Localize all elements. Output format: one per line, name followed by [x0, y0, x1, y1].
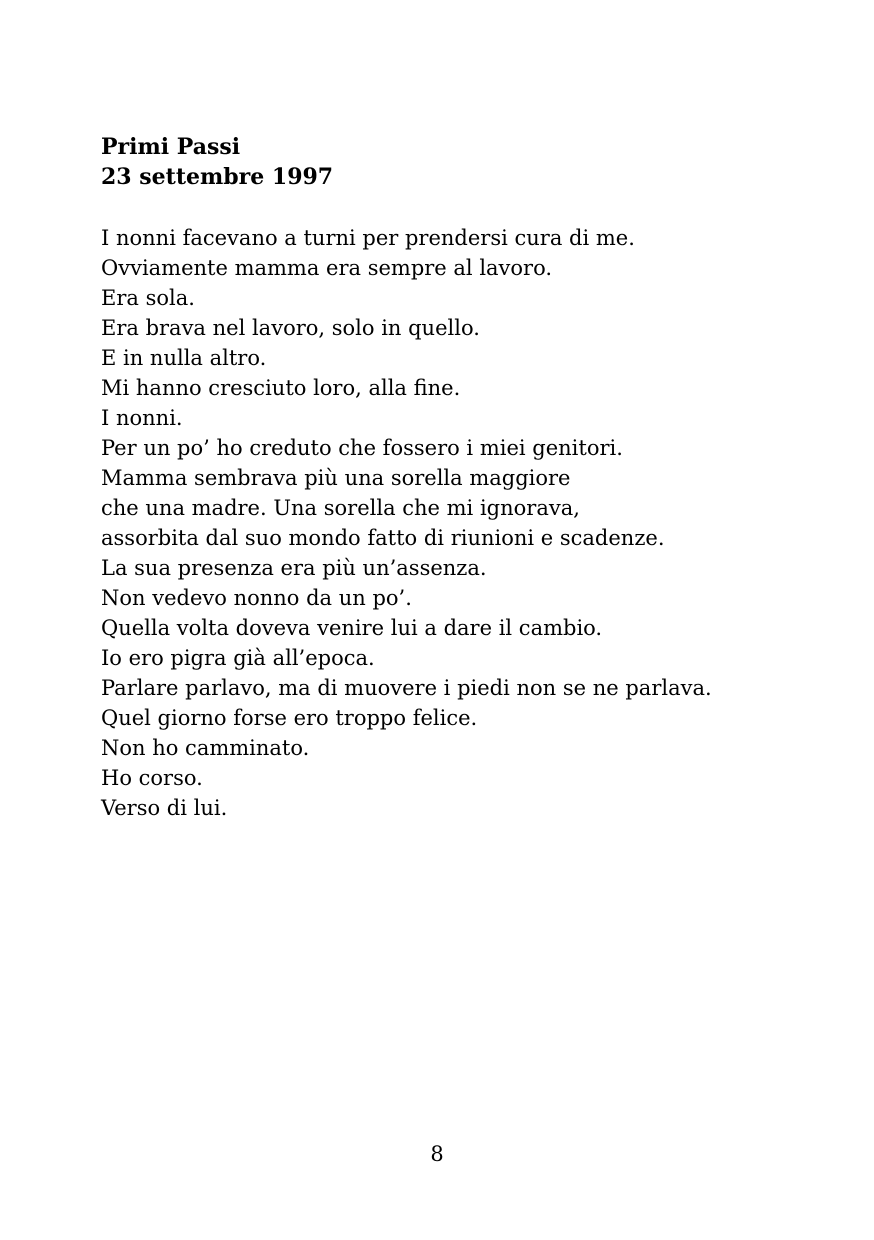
- page-number: 8: [430, 1142, 444, 1166]
- poem-line: che una madre. Una sorella che mi ignorava,: [101, 496, 580, 520]
- poem-line: I nonni.: [101, 406, 183, 430]
- poem-line: Non ho camminato.: [101, 736, 310, 760]
- poem-line: assorbita dal suo mondo fatto di riunioni e scadenze.: [101, 526, 665, 550]
- poem-line: I nonni facevano a turni per prendersi cura di me.: [101, 226, 635, 250]
- poem-heading: [101, 132, 801, 192]
- poem-line: Parlare parlavo, ma di muovere i piedi non se ne parlava.: [101, 676, 712, 700]
- poem-line: Verso di lui.: [101, 796, 228, 820]
- poem-line: Quella volta doveva venire lui a dare il cambio.: [101, 616, 603, 640]
- poem-line: Ho corso.: [101, 766, 203, 790]
- poem-line: E in nulla altro.: [101, 346, 267, 370]
- poem-line: Ovviamente mamma era sempre al lavoro.: [101, 256, 553, 280]
- poem-line: Era sola.: [101, 286, 195, 310]
- poem-line: Quel giorno forse ero troppo felice.: [101, 706, 478, 730]
- poem-body: [101, 223, 841, 823]
- poem-line: Era brava nel lavoro, solo in quello.: [101, 316, 480, 340]
- poem-line: Per un po’ ho creduto che fossero i miei genitori.: [101, 436, 623, 460]
- poem-line: La sua presenza era più un’assenza.: [101, 556, 487, 580]
- poem-line: Non vedevo nonno da un po’.: [101, 586, 412, 610]
- poem-title: Primi Passi: [101, 134, 241, 160]
- poem-line: Mi hanno cresciuto loro, alla fine.: [101, 376, 461, 400]
- poem-line: Io ero pigra già all’epoca.: [101, 646, 375, 670]
- poem-date: 23 settembre 1997: [101, 164, 334, 190]
- poem-line: Mamma sembrava più una sorella maggiore: [101, 466, 571, 490]
